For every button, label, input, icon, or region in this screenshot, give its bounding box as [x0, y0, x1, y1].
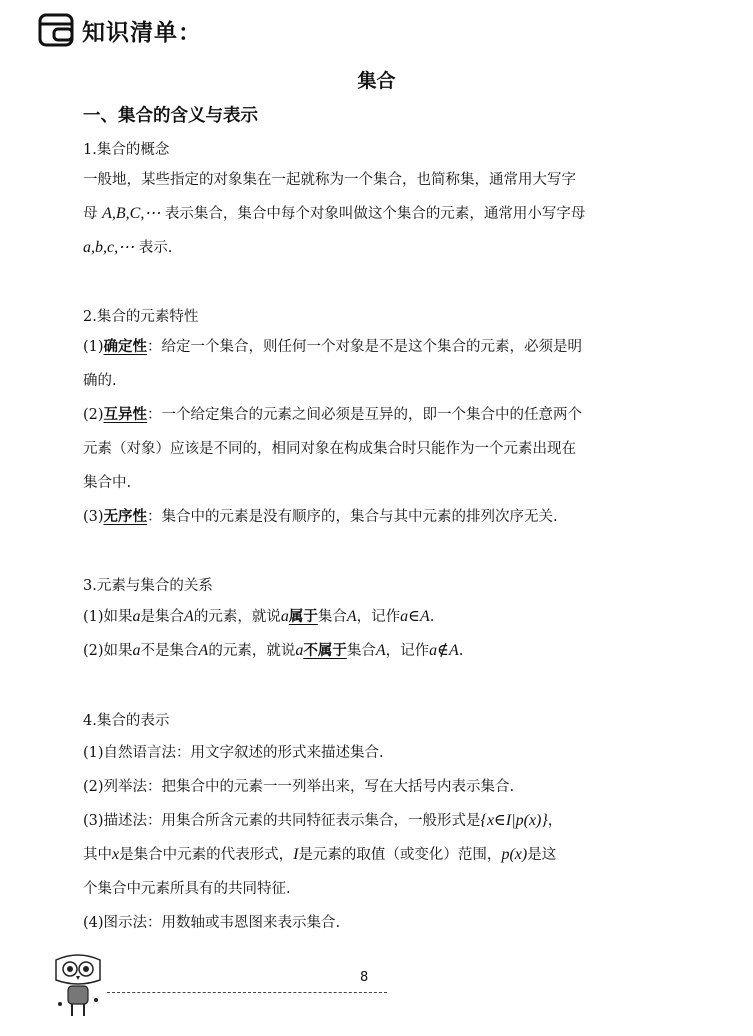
text: 元素（对象）应该是不同的，相同对象在构成集合时只能作为一个元素出现在 [83, 441, 576, 457]
math-symbols: A,B,C,⋯ [102, 205, 161, 222]
owl-mascot-icon [50, 952, 106, 1022]
math-symbol: a [132, 642, 141, 659]
math-symbol: A [346, 608, 357, 625]
topic2-heading: 2.集合的元素特性 [83, 309, 199, 325]
text: 集合 [317, 609, 347, 625]
text: 描述法：用集合所含元素的共同特征表示集合，一般形式是 [103, 813, 481, 829]
text: ，记作 [356, 609, 401, 625]
section-title: 一、集合的含义与表示 [83, 106, 258, 126]
topic4-heading: 4.集合的表示 [83, 713, 170, 729]
text: 表示. [134, 240, 173, 256]
math-symbols: a,b,c,⋯ [83, 239, 135, 256]
math-symbol: A [198, 642, 209, 659]
topic1-line3 [83, 231, 663, 265]
item-number: (2) [83, 407, 104, 423]
topic1-body [83, 163, 663, 265]
page-number: 8 [360, 970, 369, 985]
math-symbol: I [293, 846, 299, 863]
text: . [458, 643, 464, 659]
math-symbol: a [295, 642, 304, 659]
math-expression: a∈A [400, 608, 430, 625]
item-number: (2) [83, 779, 104, 795]
math-expression: p(x) [501, 846, 528, 863]
text: 是集合 [140, 609, 185, 625]
relation-belongs [83, 600, 663, 634]
topic1-heading: 1.集合的概念 [83, 142, 170, 158]
text: 表示集合，集合中每个对象叫做这个集合的元素，通常用小写字母 [160, 206, 586, 222]
text: . [429, 609, 435, 625]
book-icon [38, 13, 74, 47]
topic4-body [83, 736, 663, 940]
text: ：集合中的元素是没有顺序的，集合与其中元素的排列次序无关. [147, 509, 558, 525]
text: 如果 [103, 609, 133, 625]
math-symbol: A [375, 642, 386, 659]
topic2-body [83, 330, 663, 534]
header-title: 知识清单： [82, 19, 202, 46]
page-title: 集合 [357, 70, 396, 92]
repr-description-cont [83, 838, 663, 872]
item-unordered [83, 500, 663, 534]
text: ：给定一个集合，则任何一个对象是不是这个集合的元素，必须是明 [147, 339, 583, 355]
text: ：一个给定集合的元素之间必须是互异的，即一个集合中的任意两个 [147, 407, 583, 423]
item-number: (2) [83, 643, 104, 659]
repr-description [83, 804, 663, 838]
text: 自然语言法：用文字叙述的形式来描述集合. [103, 745, 384, 761]
math-symbol: a [280, 608, 289, 625]
text: 的元素，就说 [208, 643, 296, 659]
topic1-line2 [83, 197, 663, 231]
text: ，记作 [385, 643, 430, 659]
math-symbol: x [112, 846, 120, 863]
text: 集合 [346, 643, 376, 659]
item-number: (1) [83, 745, 104, 761]
keyword: 确定性 [103, 338, 148, 355]
keyword: 互异性 [103, 406, 148, 423]
math-expression: a∉A [429, 642, 459, 659]
topic1-line1: 一般地，某些指定的对象集在一起就称为一个集合，也简称集，通常用大写字 [83, 172, 576, 188]
item-number: (1) [83, 609, 104, 625]
math-symbol: a [132, 608, 141, 625]
item-number: (3) [83, 509, 104, 525]
item-number: (1) [83, 339, 104, 355]
relation-not-belongs [83, 634, 663, 668]
item-distinctness [83, 398, 663, 432]
text: 母 [83, 206, 103, 222]
footer-divider [107, 992, 387, 993]
text: 的元素，就说 [193, 609, 281, 625]
text: 确的. [83, 373, 117, 389]
math-symbol: A [184, 608, 194, 625]
text: 是集合中元素的代表形式， [119, 847, 294, 863]
text: 不是集合 [140, 643, 199, 659]
text: 集合中. [83, 475, 132, 491]
text: 列举法：把集合中的元素一一列举出来，写在大括号内表示集合. [103, 779, 515, 795]
keyword: 属于 [288, 608, 318, 625]
math-expression: {x∈I|p(x)} [480, 812, 548, 829]
repr-enumeration [83, 770, 663, 804]
text: 个集合中元素所具有的共同特征. [83, 881, 291, 897]
text: 其中 [83, 847, 112, 863]
item-certainty [83, 330, 663, 364]
item-number: (3) [83, 813, 104, 829]
text: 是这 [527, 847, 557, 863]
keyword: 不属于 [303, 642, 347, 659]
repr-natural-language [83, 736, 663, 770]
keyword: 无序性 [103, 508, 148, 525]
text: 是元素的取值（或变化）范围， [298, 847, 502, 863]
topic3-body [83, 600, 663, 668]
text: 图示法：用数轴或韦恩图来表示集合. [103, 915, 341, 931]
topic3-heading: 3.元素与集合的关系 [83, 578, 213, 594]
repr-diagram [83, 906, 663, 940]
header [38, 12, 202, 48]
text: ， [547, 813, 563, 829]
text: 如果 [103, 643, 133, 659]
item-number: (4) [83, 915, 104, 931]
